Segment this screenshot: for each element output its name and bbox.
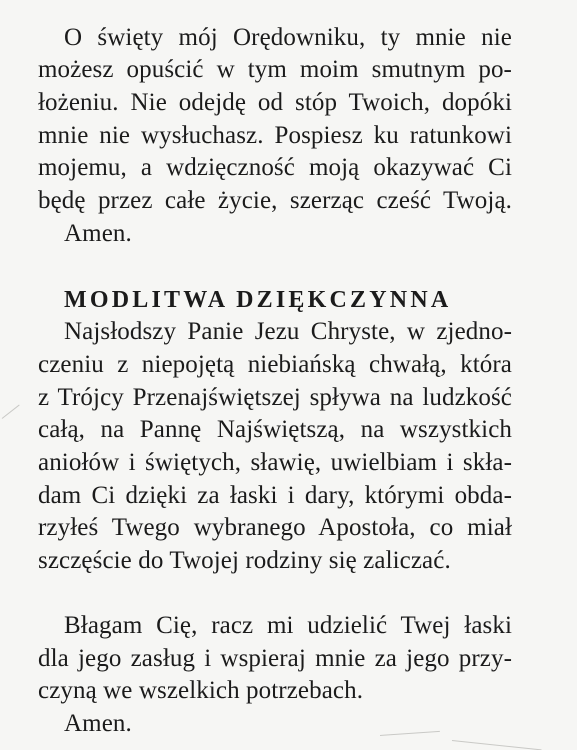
amen-line: Amen. bbox=[64, 220, 132, 247]
text-line: całą, na Pannę Najświętszą, na wszystkich bbox=[38, 416, 512, 443]
text-line: Najsłodszy Panie Jezu Chryste, w zjedno- bbox=[64, 318, 512, 345]
text-line: aniołów i świętych, sławię, uwielbiam i skła- bbox=[38, 449, 512, 476]
text-line: mojemu, a wdzięczność moją okazywać Ci bbox=[38, 154, 512, 181]
text-line: O święty mój Orędowniku, ty mnie nie bbox=[64, 24, 512, 51]
scan-mark bbox=[2, 405, 20, 419]
text-line: możesz opuścić w tym moim smutnym po- bbox=[38, 56, 512, 83]
section-heading: MODLITWA DZIĘKCZYNNA bbox=[64, 287, 452, 313]
scan-mark bbox=[380, 731, 440, 736]
scan-mark bbox=[452, 740, 542, 750]
amen-line: Amen. bbox=[64, 710, 132, 737]
text-line: szczęście do Twojej rodziny się zaliczać. bbox=[38, 547, 451, 574]
text-line: będę przez całe życie, szerząc cześć Twoją. bbox=[38, 187, 512, 214]
text-line: łożeniu. Nie odejdę od stóp Twoich, dopóki bbox=[38, 89, 512, 116]
text-line: rzyłeś Twego wybranego Apostoła, co miał bbox=[38, 514, 512, 541]
text-line: dla jego zasług i wspieraj mnie za jego przy- bbox=[38, 645, 512, 672]
text-line: czeniu z niepojętą niebiańską chwałą, która bbox=[38, 351, 512, 378]
text-line: dam Ci dzięki za łaski i dary, którymi obda- bbox=[38, 482, 512, 509]
text-line: czyną we wszelkich potrzebach. bbox=[38, 677, 364, 704]
text-line: z Trójcy Przenajświętszej spływa na ludzkość bbox=[38, 384, 512, 411]
text-line: mnie nie wysłuchasz. Pospiesz ku ratunkowi bbox=[38, 122, 512, 149]
text-line: Błagam Cię, racz mi udzielić Twej łaski bbox=[64, 612, 512, 639]
